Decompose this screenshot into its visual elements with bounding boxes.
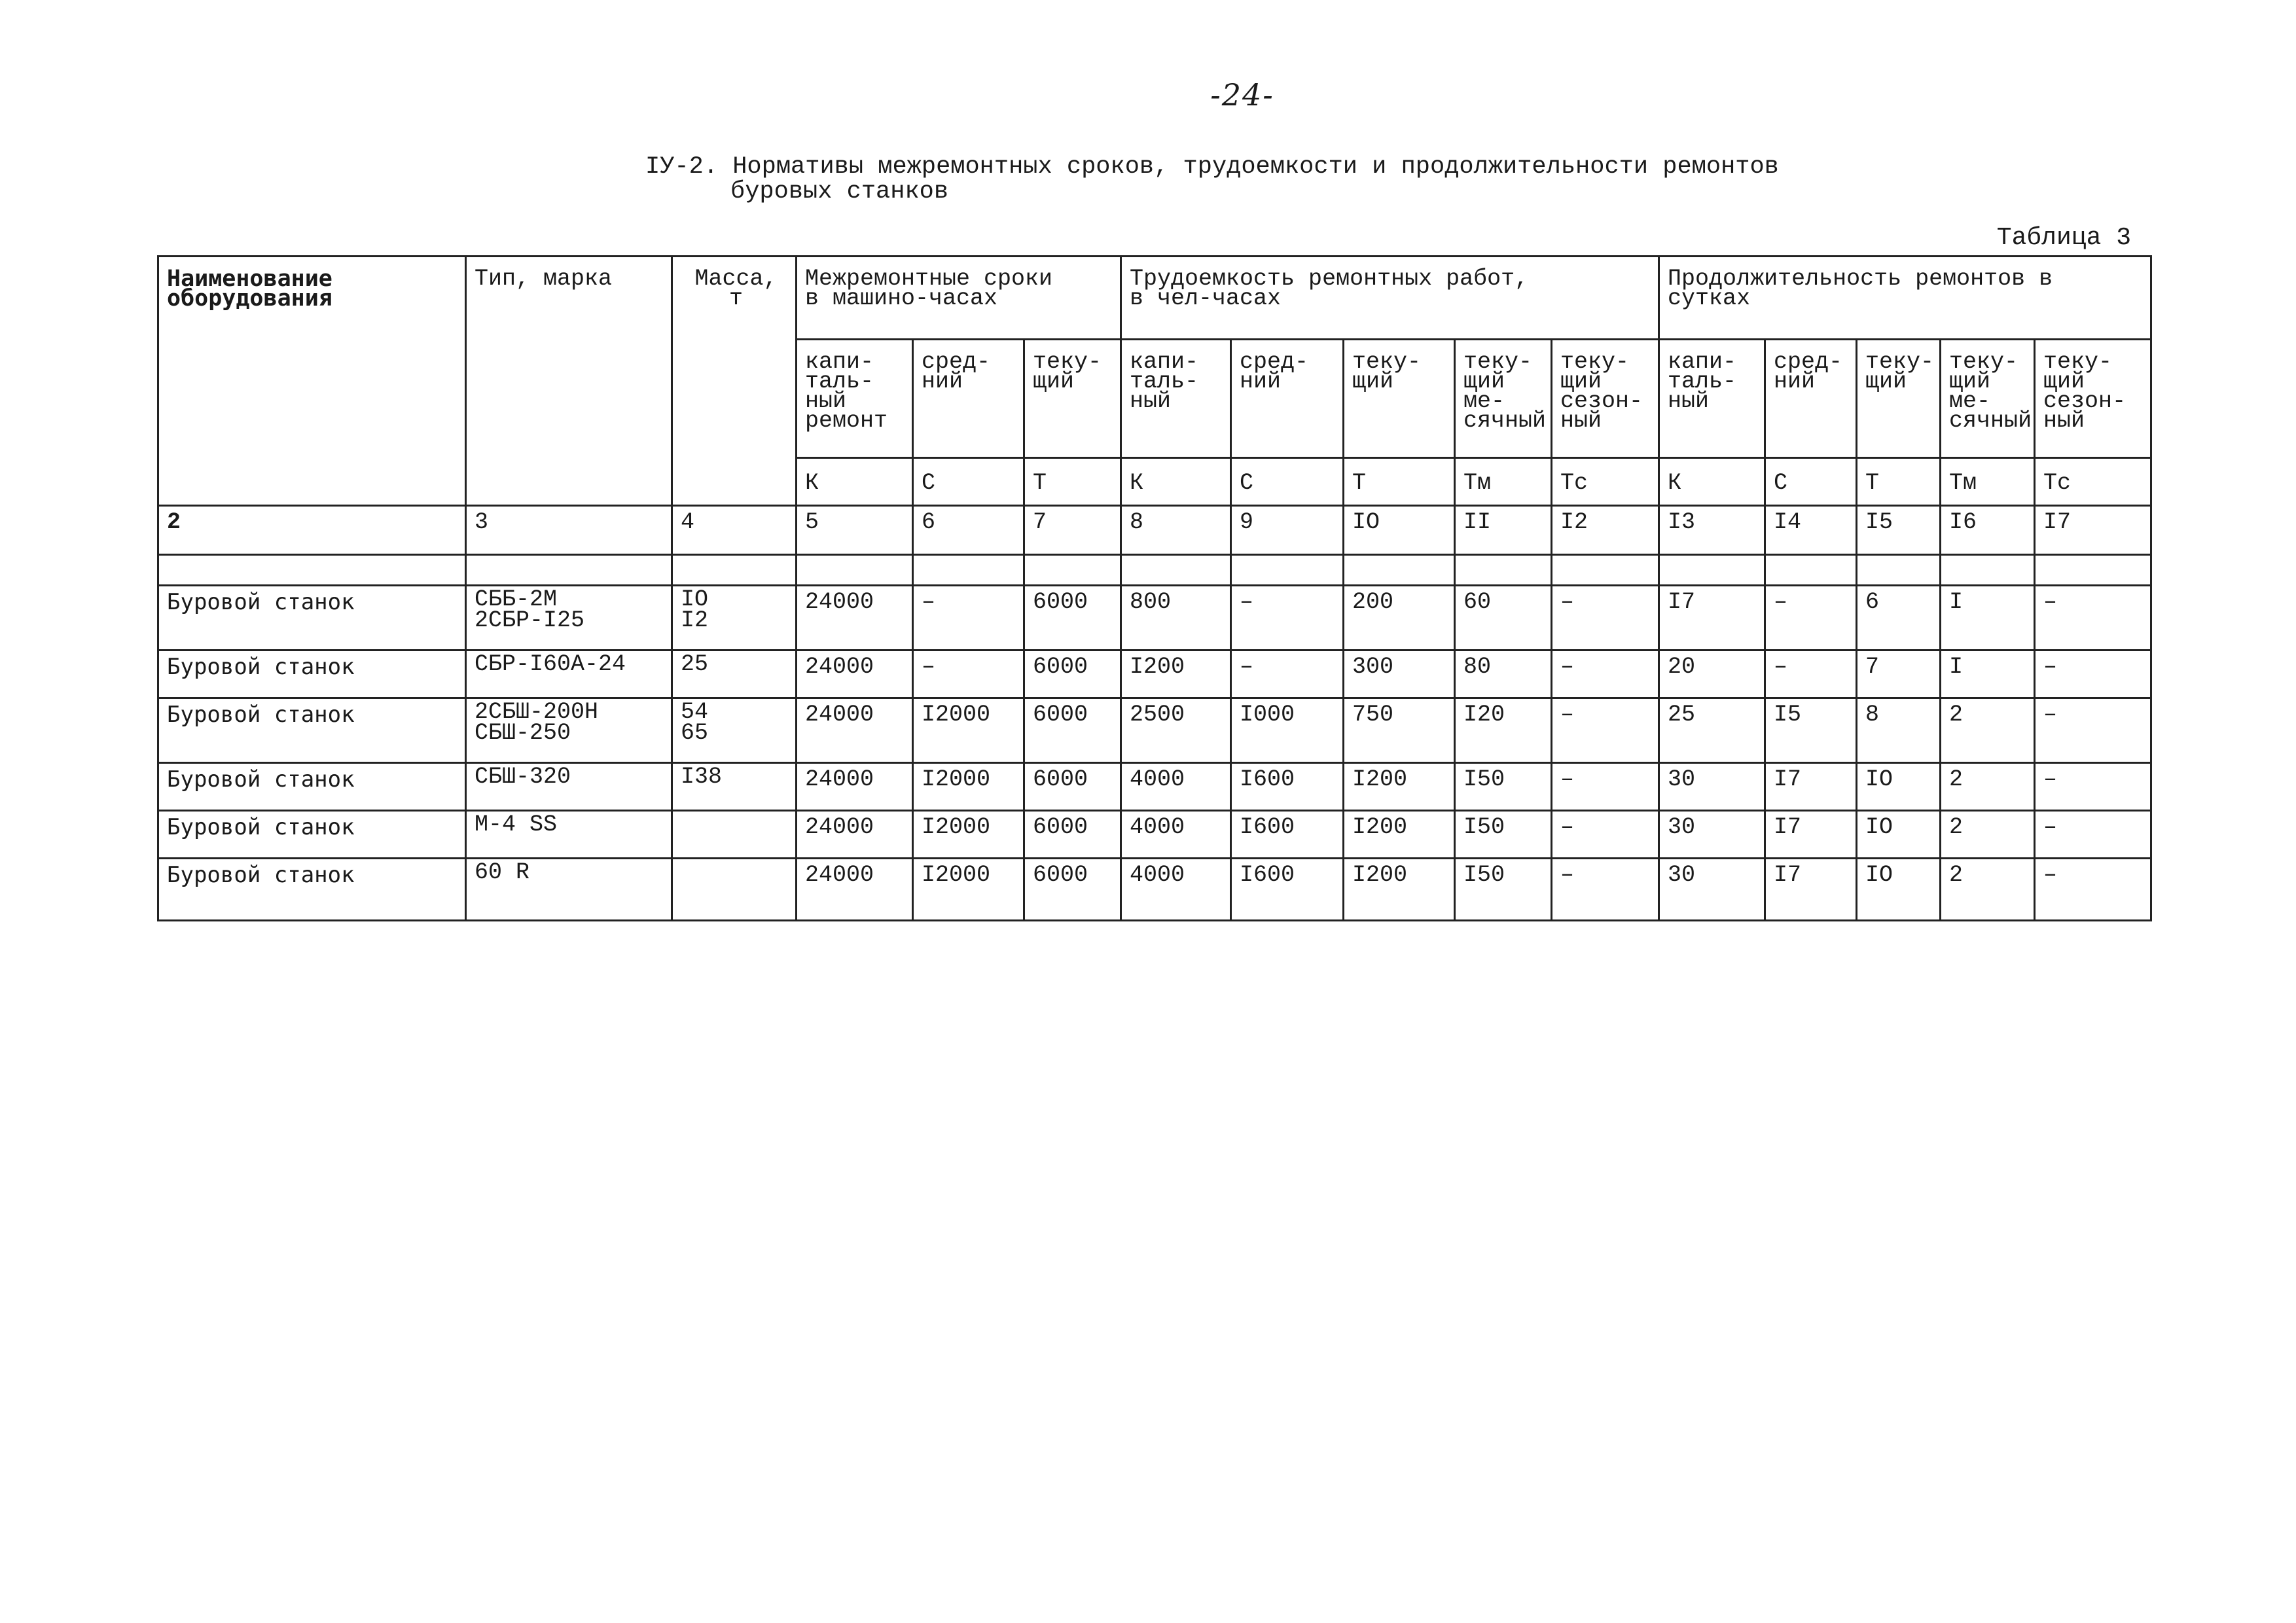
header-group-duration: Продолжительность ремонтов в сутках [1659, 257, 2151, 340]
cell-labor-k: I200 [1121, 651, 1231, 698]
cell-duration-k: 30 [1659, 811, 1765, 859]
cell-interval-k: 24000 [797, 651, 913, 698]
table-row [158, 811, 2151, 859]
column-number: 8 [1121, 506, 1231, 555]
cell-duration-c: I5 [1765, 698, 1857, 763]
cell-interval-t: 6000 [1024, 763, 1121, 811]
cell-interval-c: I2000 [913, 859, 1024, 921]
code-cell: К [1121, 458, 1231, 506]
cell-labor-k: 4000 [1121, 859, 1231, 921]
table-row [158, 698, 2151, 763]
row-type: СББ-2М 2СБР-I25 [466, 586, 672, 651]
row-mass: 54 65 [672, 698, 797, 763]
cell-duration-ts: – [2035, 586, 2151, 651]
cell-duration-ts: – [2035, 811, 2151, 859]
table-row [158, 763, 2151, 811]
code-cell: Т [1344, 458, 1455, 506]
cell-labor-ts: – [1552, 586, 1659, 651]
cell-labor-tm: 80 [1455, 651, 1552, 698]
cell-labor-c: – [1231, 651, 1344, 698]
cell-duration-c: – [1765, 651, 1857, 698]
row-type: 2СБШ-200Н СБШ-250 [466, 698, 672, 763]
cell-duration-c: I7 [1765, 763, 1857, 811]
row-name: Буровой станок [158, 651, 466, 698]
column-number: II [1455, 506, 1552, 555]
cell-labor-ts: – [1552, 811, 1659, 859]
row-type: СБШ-320 [466, 763, 672, 811]
cell-duration-k: 20 [1659, 651, 1765, 698]
cell-duration-tm: 2 [1941, 811, 2035, 859]
section-title [645, 154, 1889, 204]
cell-labor-t: I200 [1344, 811, 1455, 859]
header-group-intervals: Межремонтные сроки в машино-часах [797, 257, 1121, 340]
column-number: I5 [1857, 506, 1941, 555]
subheader-duration-seasonal: теку- щий сезон- ный [2035, 340, 2151, 458]
cell-labor-ts: – [1552, 698, 1659, 763]
code-cell: С [1765, 458, 1857, 506]
cell-labor-c: – [1231, 586, 1344, 651]
cell-interval-c: – [913, 651, 1024, 698]
column-number: I6 [1941, 506, 2035, 555]
cell-interval-c: – [913, 586, 1024, 651]
row-mass [672, 859, 797, 921]
cell-duration-ts: – [2035, 698, 2151, 763]
subheader-interval-medium: сред- ний [913, 340, 1024, 458]
cell-interval-c: I2000 [913, 698, 1024, 763]
header-group-labor: Трудоемкость ремонтных работ, в чел-часах [1121, 257, 1659, 340]
row-name: Буровой станок [158, 811, 466, 859]
column-number: 5 [797, 506, 913, 555]
row-type: СБР-I60А-24 [466, 651, 672, 698]
row-name: Буровой станок [158, 763, 466, 811]
code-cell: Т [1024, 458, 1121, 506]
column-number: 2 [158, 506, 466, 555]
cell-labor-c: I600 [1231, 763, 1344, 811]
cell-labor-t: 750 [1344, 698, 1455, 763]
header-type: Тип, марка [466, 257, 672, 506]
cell-duration-t: 6 [1857, 586, 1941, 651]
cell-labor-t: I200 [1344, 763, 1455, 811]
code-cell: Тм [1941, 458, 2035, 506]
cell-labor-ts: – [1552, 763, 1659, 811]
table-row [158, 586, 2151, 651]
cell-interval-k: 24000 [797, 811, 913, 859]
code-cell: Тм [1455, 458, 1552, 506]
subheader-labor-capital: капи- таль- ный [1121, 340, 1231, 458]
section-title-line1: IУ-2. Нормативы межремонтных сроков, трудоемкости и продолжительности ремонтов [645, 153, 1779, 181]
column-number: 4 [672, 506, 797, 555]
cell-labor-t: 200 [1344, 586, 1455, 651]
code-cell: Т [1857, 458, 1941, 506]
cell-interval-k: 24000 [797, 763, 913, 811]
spacer-row [158, 555, 2151, 586]
cell-duration-t: IO [1857, 763, 1941, 811]
column-number: I2 [1552, 506, 1659, 555]
cell-labor-tm: I50 [1455, 811, 1552, 859]
cell-duration-t: 7 [1857, 651, 1941, 698]
row-mass [672, 811, 797, 859]
cell-duration-ts: – [2035, 763, 2151, 811]
cell-interval-t: 6000 [1024, 698, 1121, 763]
cell-duration-tm: 2 [1941, 763, 2035, 811]
subheader-duration-monthly: теку- щий ме- сячный [1941, 340, 2035, 458]
cell-interval-k: 24000 [797, 586, 913, 651]
cell-duration-c: – [1765, 586, 1857, 651]
cell-labor-ts: – [1552, 651, 1659, 698]
cell-labor-tm: I50 [1455, 763, 1552, 811]
subheader-interval-capital: капи- таль- ный ремонт [797, 340, 913, 458]
code-cell: Тс [1552, 458, 1659, 506]
subheader-labor-current: теку- щий [1344, 340, 1455, 458]
table-row [158, 859, 2151, 921]
cell-duration-t: IO [1857, 859, 1941, 921]
cell-labor-tm: I50 [1455, 859, 1552, 921]
cell-interval-k: 24000 [797, 859, 913, 921]
header-mass: Масса, т [672, 257, 797, 506]
subheader-duration-medium: сред- ний [1765, 340, 1857, 458]
cell-duration-ts: – [2035, 651, 2151, 698]
subheader-duration-capital: капи- таль- ный [1659, 340, 1765, 458]
cell-labor-c: I600 [1231, 811, 1344, 859]
subheader-duration-current: теку- щий [1857, 340, 1941, 458]
page-number: -24- [1210, 77, 1274, 113]
row-name: Буровой станок [158, 586, 466, 651]
cell-labor-tm: 60 [1455, 586, 1552, 651]
cell-duration-tm: 2 [1941, 859, 2035, 921]
column-number: I4 [1765, 506, 1857, 555]
cell-interval-c: I2000 [913, 811, 1024, 859]
cell-duration-t: IO [1857, 811, 1941, 859]
column-number: I7 [2035, 506, 2151, 555]
code-cell: С [1231, 458, 1344, 506]
cell-interval-t: 6000 [1024, 586, 1121, 651]
table-caption: Таблица 3 [1996, 224, 2131, 252]
row-type: 60 R [466, 859, 672, 921]
cell-labor-k: 2500 [1121, 698, 1231, 763]
cell-interval-t: 6000 [1024, 811, 1121, 859]
cell-labor-c: I000 [1231, 698, 1344, 763]
cell-labor-k: 4000 [1121, 811, 1231, 859]
cell-duration-k: I7 [1659, 586, 1765, 651]
cell-labor-t: 300 [1344, 651, 1455, 698]
column-number: 9 [1231, 506, 1344, 555]
header-row-main [158, 257, 2151, 340]
cell-interval-t: 6000 [1024, 651, 1121, 698]
row-name: Буровой станок [158, 859, 466, 921]
cell-duration-tm: 2 [1941, 698, 2035, 763]
row-mass: IO I2 [672, 586, 797, 651]
row-mass: I38 [672, 763, 797, 811]
header-name: Наименование оборудования [158, 257, 466, 506]
cell-labor-ts: – [1552, 859, 1659, 921]
cell-duration-k: 25 [1659, 698, 1765, 763]
cell-duration-c: I7 [1765, 811, 1857, 859]
column-number: I3 [1659, 506, 1765, 555]
column-number: 7 [1024, 506, 1121, 555]
column-number: IO [1344, 506, 1455, 555]
norms-table [157, 255, 2152, 921]
cell-interval-t: 6000 [1024, 859, 1121, 921]
row-mass: 25 [672, 651, 797, 698]
column-number: 3 [466, 506, 672, 555]
cell-duration-ts: – [2035, 859, 2151, 921]
table-row [158, 651, 2151, 698]
code-cell: С [913, 458, 1024, 506]
row-type: М-4 SS [466, 811, 672, 859]
cell-duration-tm: I [1941, 586, 2035, 651]
cell-labor-t: I200 [1344, 859, 1455, 921]
subheader-labor-medium: сред- ний [1231, 340, 1344, 458]
cell-interval-k: 24000 [797, 698, 913, 763]
cell-interval-c: I2000 [913, 763, 1024, 811]
code-cell: К [797, 458, 913, 506]
subheader-interval-current: теку- щий [1024, 340, 1121, 458]
cell-duration-t: 8 [1857, 698, 1941, 763]
cell-duration-k: 30 [1659, 859, 1765, 921]
cell-duration-k: 30 [1659, 763, 1765, 811]
column-number-row [158, 506, 2151, 555]
cell-labor-c: I600 [1231, 859, 1344, 921]
subheader-labor-monthly: теку- щий ме- сячный [1455, 340, 1552, 458]
code-cell: Тс [2035, 458, 2151, 506]
subheader-labor-seasonal: теку- щий сезон- ный [1552, 340, 1659, 458]
cell-duration-c: I7 [1765, 859, 1857, 921]
column-number: 6 [913, 506, 1024, 555]
cell-labor-k: 4000 [1121, 763, 1231, 811]
cell-labor-tm: I20 [1455, 698, 1552, 763]
cell-duration-tm: I [1941, 651, 2035, 698]
cell-labor-k: 800 [1121, 586, 1231, 651]
section-title-line2: буровых станков [730, 178, 949, 205]
code-cell: К [1659, 458, 1765, 506]
row-name: Буровой станок [158, 698, 466, 763]
